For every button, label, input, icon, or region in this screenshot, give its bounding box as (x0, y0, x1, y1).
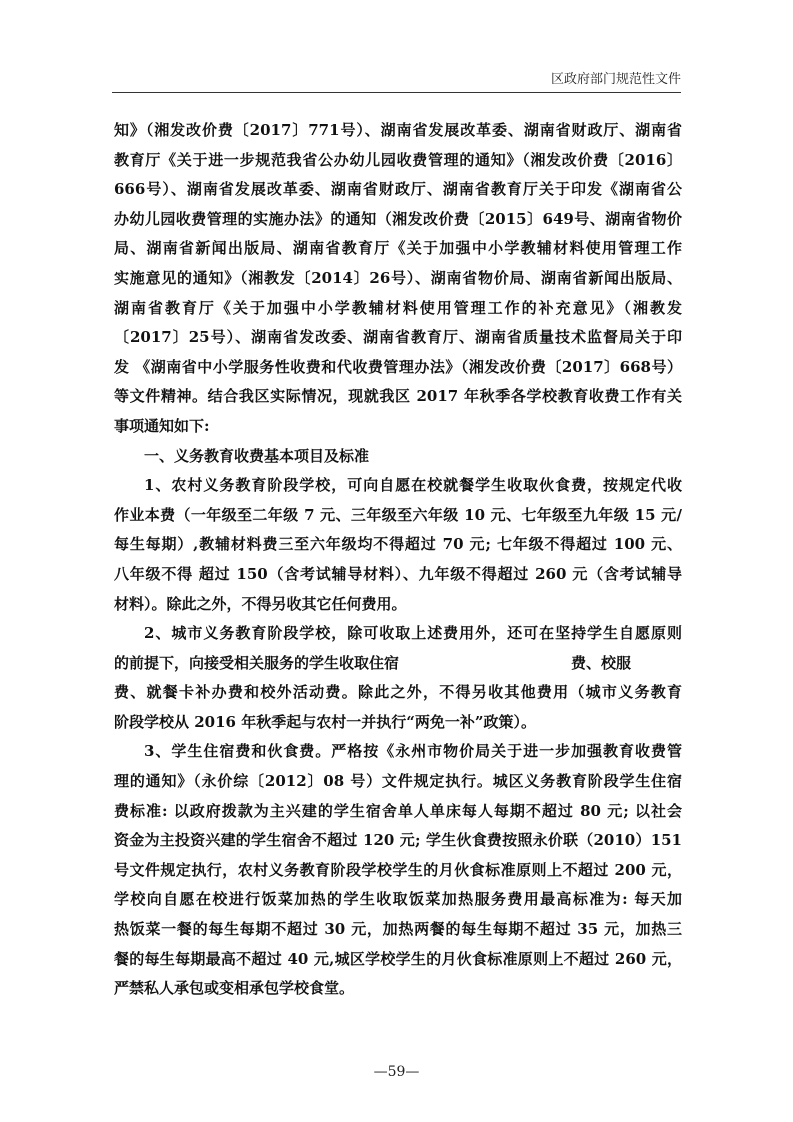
document-body (114, 116, 682, 1004)
text-line: 局、湖南省新闻出版局、湖南省教育厅《关于加强中小学教辅材料使用管理工作 (114, 239, 682, 258)
text-line: 实施意见的通知》（湘教发〔2014〕26号）、湖南省物价局、湖南省新闻出版局、 (114, 268, 682, 287)
text-line: 教育厅《关于进一步规范我省公办幼儿园收费管理的通知》（湘发改价费〔2016〕 (114, 150, 682, 169)
paragraph-line: 作业本费（一年级至二年级 7 元、三年级至六年级 10 元、七年级至九年级 15 元/ (114, 505, 682, 524)
paragraph-line: 资金为主投资兴建的学生宿舍不超过 120 元; 学生伙食费按照永价联（2010）151 (114, 831, 682, 850)
text-line: 知》（湘发改价费〔2017〕771号）、湖南省发展改革委、湖南省财政厅、湖南省 (114, 121, 682, 139)
paragraph-line: 3、学生住宿费和伙食费。严格按《永州市物价局关于进一步加强教育收费管 (144, 742, 682, 761)
text-line: 发 《湖南省中小学服务性收费和代收费管理办法》（湘发改价费〔2017〕668号） (114, 357, 682, 376)
paragraph-line: 2、城市义务教育阶段学校，除可收取上述费用外，还可在坚持学生自愿原则 (144, 624, 682, 643)
text-line: 办幼儿园收费管理的实施办法》的通知（湘发改价费〔2015〕649号、湖南省物价 (114, 209, 682, 228)
paragraph-line: 材料）。除此之外，不得另收其它任何费用。 (114, 594, 407, 613)
paragraph-line: 理的通知》（永价综〔2012〕08 号）文件规定执行。城区义务教育阶段学生住宿 (114, 772, 682, 791)
paragraph-line: 费、就餐卡补办费和校外活动费。除此之外，不得另收其他费用（城市义务教育 (114, 683, 682, 702)
text-line: 〔2017〕25号）、湖南省发改委、湖南省教育厅、湖南省质量技术监督局关于印 (114, 328, 682, 347)
paragraph-line: 费标准: 以政府拨款为主兴建的学生宿舍单人单床每人每期不超过 80 元; 以社会 (114, 801, 682, 820)
text-line: 事项通知如下: (114, 416, 210, 435)
running-header: 区政府部门规范性文件 (550, 72, 681, 87)
header-rule (112, 92, 681, 93)
text-line: 湖南省教育厅《关于加强中小学教辅材料使用管理工作的补充意见》（湘教发 (114, 298, 682, 317)
page-number: —59— (373, 1064, 420, 1080)
paragraph-line-with-gap (114, 649, 682, 679)
paragraph-line: 每生每期）,教辅材料费三至六年级均不得超过 70 元; 七年级不得超过 100 元、 (114, 535, 682, 554)
text-segment: 的前提下，向接受相关服务的学生收取住宿 (114, 653, 400, 672)
paragraph-line: 八年级不得 超过 150（含考试辅导材料）、九年级不得超过 260 元（含考试辅导 (114, 564, 682, 583)
section-heading: 一、义务教育收费基本项目及标准 (144, 446, 370, 465)
text-segment: 费、校服 (571, 653, 632, 672)
paragraph-line: 号文件规定执行，农村义务教育阶段学校学生的月伙食标准原则上不超过 200 元， (114, 860, 682, 879)
text-line: 等文件精神。结合我区实际情况，现就我区 2017 年秋季各学校教育收费工作有关 (114, 387, 682, 406)
paragraph-line: 1、农村义务教育阶段学校，可向自愿在校就餐学生收取伙食费，按规定代收 (144, 476, 682, 495)
paragraph-line: 严禁私人承包或变相承包学校食堂。 (114, 979, 355, 998)
paragraph-line: 阶段学校从 2016 年秋季起与农村一并执行“两免一补”政策）。 (114, 712, 536, 731)
text-line: 666号）、湖南省发展改革委、湖南省财政厅、湖南省教育厅关于印发《湖南省公 (114, 180, 682, 199)
paragraph-line: 学校向自愿在校进行饭菜加热的学生收取饭菜加热服务费用最高标准为: 每天加 (114, 890, 682, 909)
paragraph-line: 热饭菜一餐的每生每期不超过 30 元，加热两餐的每生每期不超过 35 元，加热三 (114, 920, 682, 939)
paragraph-line: 餐的每生每期最高不超过 40 元,城区学校学生的月伙食标准原则上不超过 260 元， (114, 949, 682, 968)
